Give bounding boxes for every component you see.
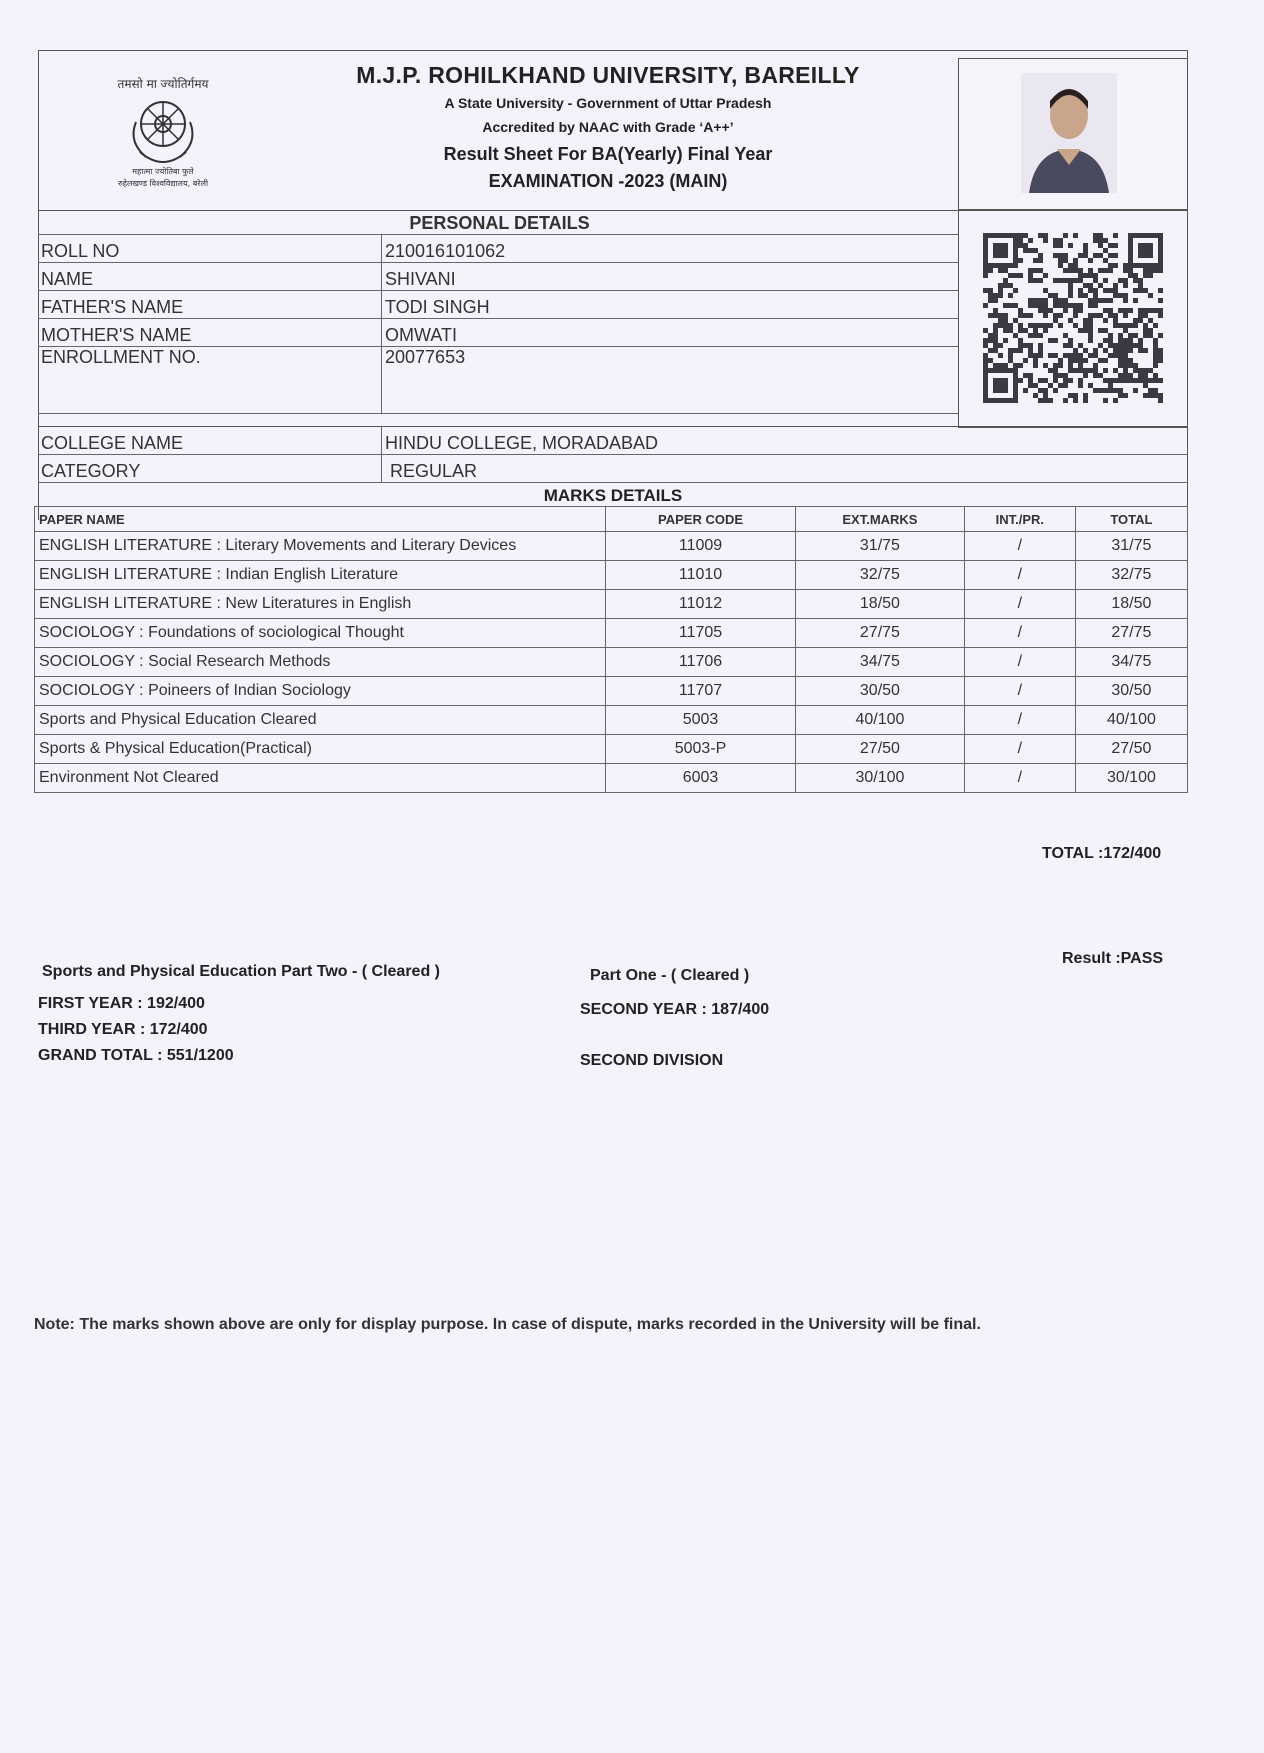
personal-details-table — [38, 210, 958, 414]
total-marks: 27/75 — [1075, 619, 1187, 648]
university-logo — [88, 62, 238, 192]
field-label: MOTHER'S NAME — [38, 319, 382, 347]
table-row — [35, 706, 1188, 735]
ext-marks: 30/50 — [796, 677, 965, 706]
total-marks: 34/75 — [1075, 648, 1187, 677]
table-row — [35, 561, 1188, 590]
table-row — [35, 735, 1188, 764]
paper-name: SOCIOLOGY : Social Research Methods — [35, 648, 606, 677]
sports-part-two: Sports and Physical Education Part Two - ( Cleared ) — [42, 963, 440, 980]
marks-table — [34, 506, 1188, 793]
second-year: SECOND YEAR : 187/400 — [580, 1001, 770, 1018]
paper-name: Environment Not Cleared — [35, 764, 606, 793]
table-row — [38, 291, 958, 319]
int-marks: / — [964, 764, 1075, 793]
field-value: REGULAR — [382, 455, 1189, 483]
table-row — [35, 619, 1188, 648]
paper-name: ENGLISH LITERATURE : Indian English Literature — [35, 561, 606, 590]
university-name: M.J.P. ROHILKHAND UNIVERSITY, BAREILLY — [356, 62, 860, 88]
col-ext-marks: EXT.MARKS — [796, 507, 965, 532]
int-marks: / — [964, 706, 1075, 735]
field-label: ROLL NO — [38, 235, 382, 263]
paper-code: 11706 — [606, 648, 796, 677]
int-marks: / — [964, 619, 1075, 648]
svg-text:महात्मा ज्योतिबा फुले: महात्मा ज्योतिबा फुले — [132, 167, 194, 176]
ext-marks: 31/75 — [796, 532, 965, 561]
field-value: HINDU COLLEGE, MORADABAD — [382, 427, 1189, 455]
paper-name: ENGLISH LITERATURE : New Literatures in English — [35, 590, 606, 619]
disclaimer-note: Note: The marks shown above are only for display purpose. In case of dispute, marks recorded in the University will be final. — [34, 1316, 981, 1333]
field-value: TODI SINGH — [382, 291, 959, 319]
ext-marks: 27/75 — [796, 619, 965, 648]
paper-code: 11012 — [606, 590, 796, 619]
col-paper-code: PAPER CODE — [606, 507, 796, 532]
ext-marks: 32/75 — [796, 561, 965, 590]
field-value: SHIVANI — [382, 263, 959, 291]
total-marks: 31/75 — [1075, 532, 1187, 561]
svg-text:रुहेलखण्ड विश्वविद्यालय, बरेली: रुहेलखण्ड विश्वविद्यालय, बरेली — [117, 179, 209, 188]
paper-code: 11010 — [606, 561, 796, 590]
int-marks: / — [964, 677, 1075, 706]
total-marks: 30/50 — [1075, 677, 1187, 706]
total-marks: 32/75 — [1075, 561, 1187, 590]
paper-name: SOCIOLOGY : Foundations of sociological Thought — [35, 619, 606, 648]
ext-marks: 40/100 — [796, 706, 965, 735]
paper-code: 11707 — [606, 677, 796, 706]
photo-box — [958, 58, 1188, 210]
part-one: Part One - ( Cleared ) — [590, 967, 750, 984]
paper-code: 11705 — [606, 619, 796, 648]
int-marks: / — [964, 532, 1075, 561]
col-int-pr: INT./PR. — [964, 507, 1075, 532]
field-label: CATEGORY — [38, 455, 382, 483]
total-marks: TOTAL :172/400 — [1042, 845, 1162, 862]
university-subtitle: A State University - Government of Uttar Pradesh — [444, 95, 772, 111]
grand-total: GRAND TOTAL : 551/1200 — [38, 1047, 234, 1064]
svg-text:तमसो मा ज्योतिर्गमय: तमसो मा ज्योतिर्गमय — [117, 77, 209, 91]
accreditation: Accredited by NAAC with Grade ‘A++’ — [482, 119, 734, 135]
paper-name: ENGLISH LITERATURE : Literary Movements and Literary Devices — [35, 532, 606, 561]
third-year: THIRD YEAR : 172/400 — [38, 1021, 208, 1038]
int-marks: / — [964, 561, 1075, 590]
paper-code: 6003 — [606, 764, 796, 793]
student-photo — [1021, 73, 1117, 193]
exam-title: EXAMINATION -2023 (MAIN) — [488, 171, 728, 191]
table-row — [35, 648, 1188, 677]
paper-name: SOCIOLOGY : Poineers of Indian Sociology — [35, 677, 606, 706]
field-value: 210016101062 — [382, 235, 959, 263]
field-label: ENROLLMENT NO. — [38, 347, 382, 414]
field-value: OMWATI — [382, 319, 959, 347]
paper-name: Sports and Physical Education Cleared — [35, 706, 606, 735]
table-row — [35, 764, 1188, 793]
col-paper-name: PAPER NAME — [35, 507, 606, 532]
header-titles — [288, 62, 928, 192]
header — [38, 50, 1188, 210]
result-status: Result :PASS — [1062, 950, 1164, 967]
ext-marks: 30/100 — [796, 764, 965, 793]
sheet-title: Result Sheet For BA(Yearly) Final Year — [443, 144, 773, 164]
table-row — [38, 319, 958, 347]
total-marks: 30/100 — [1075, 764, 1187, 793]
field-label: COLLEGE NAME — [38, 427, 382, 455]
division: SECOND DIVISION — [580, 1052, 724, 1069]
total-marks: 18/50 — [1075, 590, 1187, 619]
int-marks: / — [964, 648, 1075, 677]
table-row — [38, 263, 958, 291]
int-marks: / — [964, 735, 1075, 764]
field-value: 20077653 — [382, 347, 959, 414]
col-total: TOTAL — [1075, 507, 1187, 532]
paper-name: Sports & Physical Education(Practical) — [35, 735, 606, 764]
paper-code: 11009 — [606, 532, 796, 561]
qr-code — [983, 233, 1163, 403]
ext-marks: 27/50 — [796, 735, 965, 764]
first-year: FIRST YEAR : 192/400 — [38, 995, 205, 1012]
table-row — [35, 590, 1188, 619]
total-marks: 40/100 — [1075, 706, 1187, 735]
ext-marks: 18/50 — [796, 590, 965, 619]
paper-code: 5003 — [606, 706, 796, 735]
marks-header-row — [35, 507, 1188, 532]
table-row — [38, 235, 958, 263]
total-marks: 27/50 — [1075, 735, 1187, 764]
table-row — [35, 677, 1188, 706]
personal-details-title: PERSONAL DETAILS — [38, 210, 958, 235]
table-row — [35, 532, 1188, 561]
int-marks: / — [964, 590, 1075, 619]
paper-code: 5003-P — [606, 735, 796, 764]
ext-marks: 34/75 — [796, 648, 965, 677]
field-label: NAME — [38, 263, 382, 291]
marks-details-title: MARKS DETAILS — [543, 486, 683, 505]
qr-box — [958, 210, 1188, 428]
table-row — [38, 347, 958, 414]
field-label: FATHER'S NAME — [38, 291, 382, 319]
